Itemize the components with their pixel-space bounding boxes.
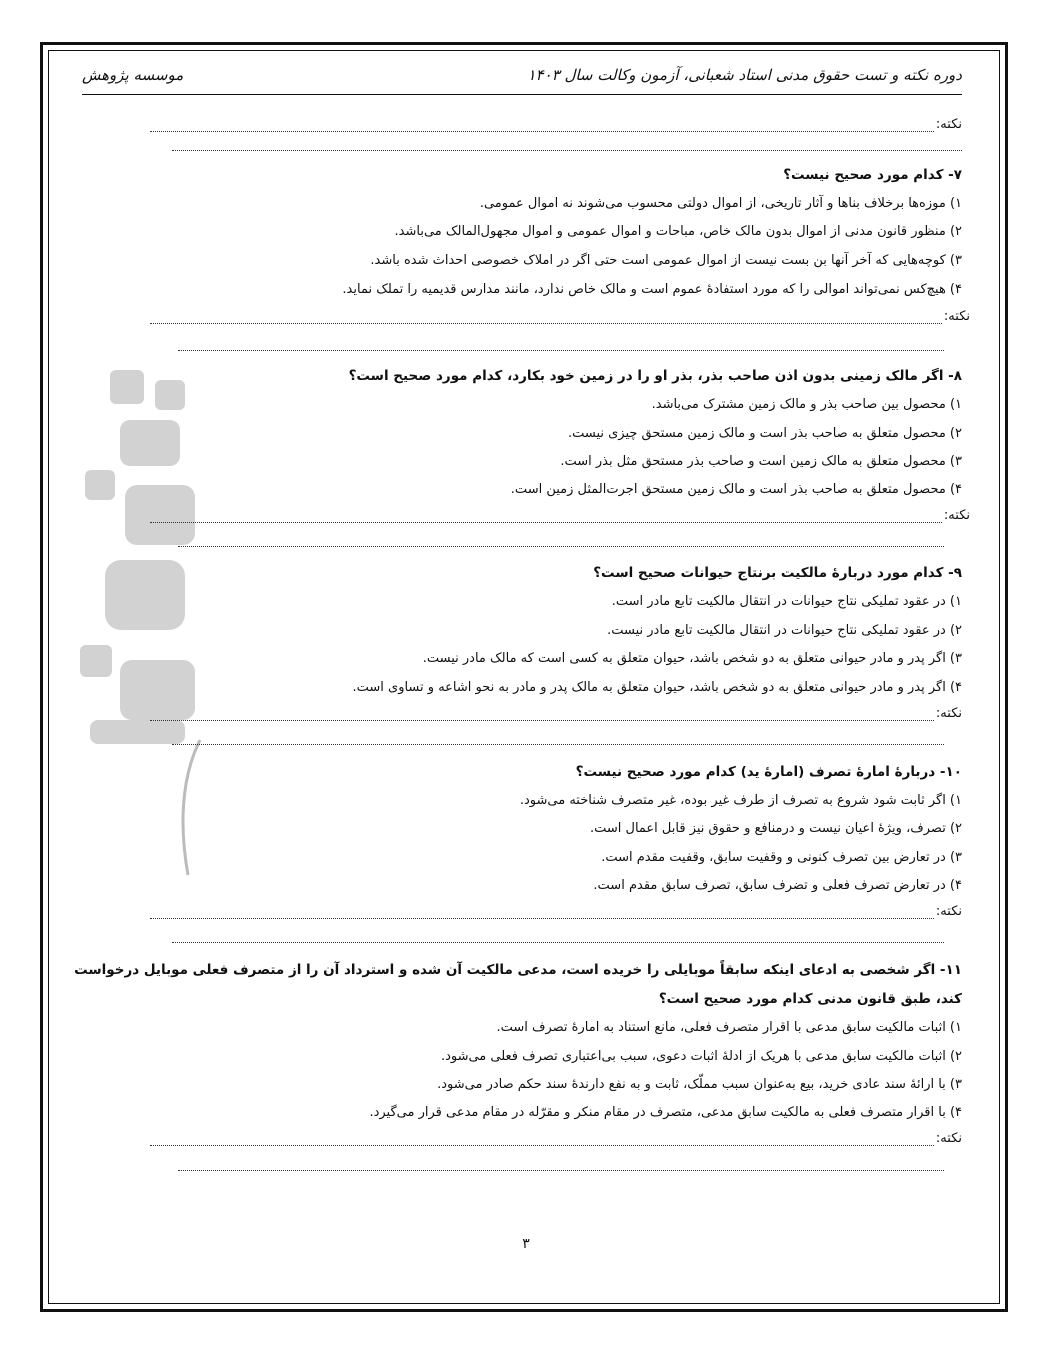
- question-title: ۹- کدام مورد دربارهٔ مالکیت برنتاج حیوانات صحیح است؟: [593, 565, 962, 581]
- note-dotted-line: [178, 350, 944, 351]
- note-label: نکته:: [943, 309, 970, 324]
- page-number: ۳: [522, 1236, 530, 1252]
- answer-option: ۲) اثبات مالکیت سابق مدعی با هریک از ادلهٔ اثبات دعوی، سبب بی‌اعتباری تصرف فعلی می‌شود.: [440, 1049, 962, 1064]
- note-dotted-line: [178, 1170, 944, 1171]
- note-line: [150, 508, 970, 523]
- answer-option: ۲) منظور قانون مدنی از اموال بدون مالک خاص، مباحات و اموال عمومی و اموال مجهول‌المالک می‌باشد.: [394, 224, 962, 239]
- answer-option: ۲) محصول متعلق به صاحب بذر است و مالک زمین مستحق چیزی نیست.: [567, 426, 962, 441]
- note-line: [150, 1131, 962, 1146]
- question-title: ۱۰- دربارهٔ امارهٔ تصرف (امارهٔ ید) کدام مورد صحیح نیست؟: [575, 764, 962, 780]
- note-dots: [150, 1135, 934, 1146]
- answer-option: ۳) کوچه‌هایی که آخر آنها بن بست نیست از اموال عمومی است حتی اگر در املاک خصوصی احداث شده باشد.: [370, 253, 962, 268]
- answer-option: ۱) اثبات مالکیت سابق مدعی با اقرار متصرف فعلی، مانع استناد به امارهٔ تصرف است.: [496, 1020, 962, 1035]
- answer-option: ۴) هیچ‌کس نمی‌تواند اموالی را که مورد استفادهٔ عموم است و مالک خاص ندارد، مانند مدارس قدیمیه را تملک نماید.: [342, 282, 962, 297]
- note-line: [150, 904, 962, 919]
- header-rule: [82, 94, 962, 95]
- question-title-continued: کند، طبق قانون مدنی کدام مورد صحیح است؟: [658, 991, 962, 1007]
- answer-option: ۴) اگر پدر و مادر حیوانی متعلق به دو شخص باشد، حیوان متعلق به مالک پدر و مادر به نحو اشاعه و تساوی است.: [352, 680, 962, 695]
- header-course-title: دوره نکته و تست حقوق مدنی استاد شعبانی، آزمون وکالت سال ۱۴۰۳: [527, 66, 962, 84]
- note-line: [150, 117, 962, 132]
- header-institute: موسسه پژوهش: [82, 66, 184, 84]
- note-dotted-line: [178, 546, 944, 547]
- question-title: ۱۱- اگر شخصی به ادعای اینکه سابقاً موبایلی را خریده است، مدعی مالکیت آن شده و استرداد آن را از متصرف فعلی موبایل درخواست: [74, 962, 962, 978]
- note-dots: [150, 710, 934, 721]
- answer-option: ۱) در عقود تملیکی نتاج حیوانات در انتقال مالکیت تابع مادر است.: [611, 594, 962, 609]
- answer-option: ۲) در عقود تملیکی نتاج حیوانات در انتقال مالکیت تابع مادر نیست.: [607, 623, 962, 638]
- note-label: نکته:: [943, 508, 970, 523]
- answer-option: ۴) محصول متعلق به صاحب بذر است و مالک زمین مستحق اجرت‌المثل زمین است.: [510, 482, 962, 497]
- answer-option: ۴) با اقرار متصرف فعلی به مالکیت سابق مدعی، متصرف در مقام منکر و مقرّله در مقام مدعی قرار می‌گیرد.: [369, 1105, 962, 1120]
- answer-option: ۱) موزه‌ها برخلاف بناها و آثار تاریخی، از اموال دولتی محسوب می‌شوند نه اموال عمومی.: [479, 196, 962, 211]
- note-line: [150, 706, 962, 721]
- note-label: نکته:: [935, 904, 962, 919]
- question-title: ۷- کدام مورد صحیح نیست؟: [783, 167, 962, 183]
- answer-option: ۴) در تعارض تصرف فعلی و تضرف سابق، تصرف سابق مقدم است.: [593, 878, 962, 893]
- note-line: [150, 309, 970, 324]
- note-dots: [150, 121, 934, 132]
- note-dotted-line: [172, 150, 962, 151]
- answer-option: ۳) اگر پدر و مادر حیوانی متعلق به دو شخص باشد، حیوان متعلق به کسی است که مالک مادر نیست.: [422, 651, 962, 666]
- answer-option: ۳) محصول متعلق به مالک زمین است و صاحب بذر مستحق مثل بذر است.: [560, 454, 962, 469]
- answer-option: ۳) در تعارض بین تصرف کنونی و وقفیت سابق، وقفیت مقدم است.: [601, 850, 962, 865]
- note-dots: [150, 908, 934, 919]
- answer-option: ۲) تصرف، ویژهٔ اعیان نیست و درمنافع و حقوق نیز قابل اعمال است.: [589, 821, 962, 836]
- note-dotted-line: [172, 942, 944, 943]
- note-dots: [150, 313, 942, 324]
- note-label: نکته:: [935, 706, 962, 721]
- note-dotted-line: [172, 744, 944, 745]
- question-title: ۸- اگر مالک زمینی بدون اذن صاحب بذر، بذر او را در زمین خود بکارد، کدام مورد صحیح است؟: [348, 368, 962, 384]
- note-label: نکته:: [935, 1131, 962, 1146]
- note-label: نکته:: [935, 117, 962, 132]
- answer-option: ۱) محصول بین صاحب بذر و مالک زمین مشترک می‌باشد.: [651, 397, 962, 412]
- answer-option: ۱) اگر ثابت شود شروع به تصرف از طرف غیر بوده، غیر متصرف شناخته می‌شود.: [519, 793, 962, 808]
- answer-option: ۳) با ارائهٔ سند عادی خرید، بیع به‌عنوان سبب مملّک، ثابت و به نفع دارندهٔ سند حکم صادر می‌شود.: [437, 1077, 962, 1092]
- note-dots: [150, 512, 942, 523]
